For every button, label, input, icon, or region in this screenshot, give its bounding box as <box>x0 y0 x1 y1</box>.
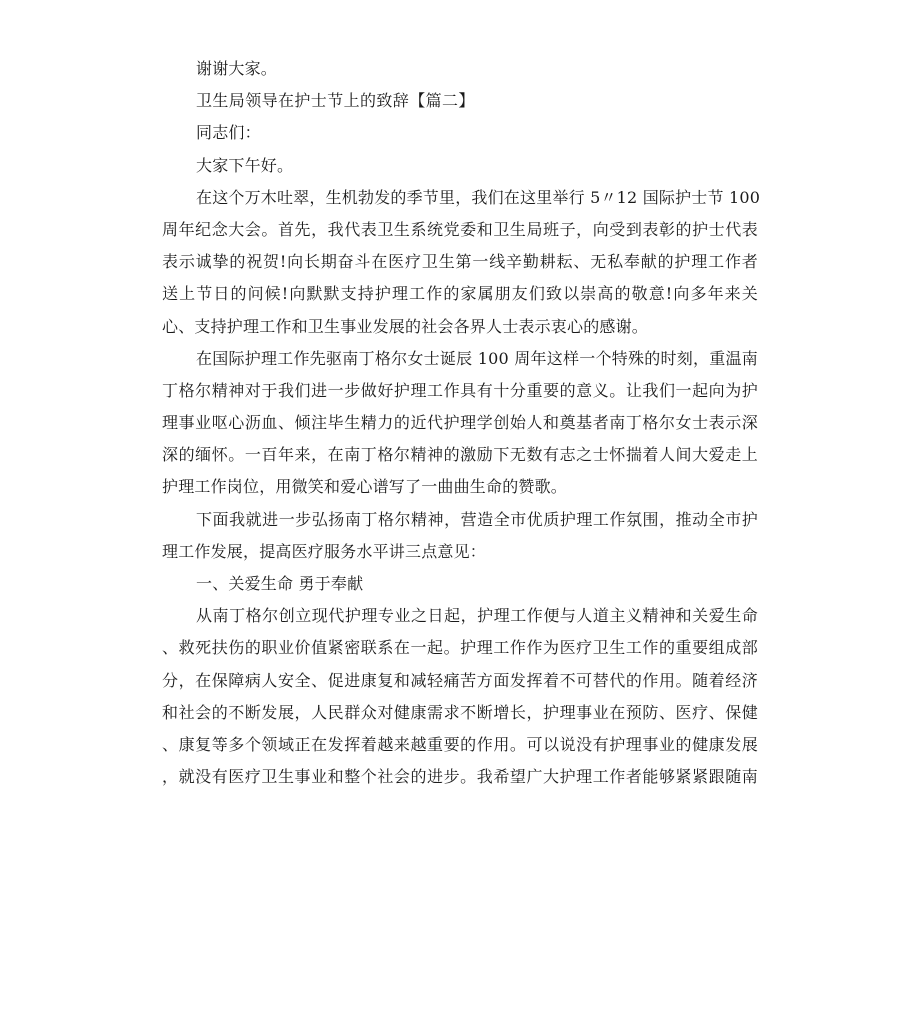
closing-line: 谢谢大家。 <box>196 59 278 78</box>
paragraph-2-line-4: 深的缅怀。一百年来，在南丁格尔精神的激励下无数有志之士怀揣着人间大爱走上 <box>162 445 758 465</box>
section-title: 卫生局领导在护士节上的致辞【篇二】 <box>196 91 475 111</box>
paragraph-4-line-6: ，就没有医疗卫生事业和整个社会的进步。我希望广大护理工作者能够紧紧跟随南 <box>162 767 758 787</box>
document-body <box>162 53 761 793</box>
paragraph-2-line-2: 丁格尔精神对于我们进一步做好护理工作具有十分重要的意义。让我们一起向为护 <box>162 380 758 400</box>
paragraph-1-line-2: 周年纪念大会。首先，我代表卫生系统党委和卫生局班子，向受到表彰的护士代表 <box>162 219 758 239</box>
paragraph-3-line-1: 下面我就进一步弘扬南丁格尔精神，营造全市优质护理工作氛围，推动全市护 <box>196 509 758 529</box>
paragraph-3-line-2: 理工作发展，提高医疗服务水平讲三点意见： <box>162 541 487 561</box>
paragraph-1-line-3: 表示诚挚的祝贺!向长期奋斗在医疗卫生第一线辛勤耕耘、无私奉献的护理工作者 <box>162 252 758 272</box>
subheading-one: 一、关爱生命 勇于奉献 <box>196 574 364 593</box>
paragraph-1-line-5: 心、支持护理工作和卫生事业发展的社会各界人士表示衷心的感谢。 <box>162 316 649 336</box>
paragraph-1-line-4: 送上节日的问候!向默默支持护理工作的家属朋友们致以崇高的敬意!向多年来关 <box>162 284 758 304</box>
paragraph-4-line-3: 分，在保障病人安全、促进康复和减轻痛苦方面发挥着不可替代的作用。随着经济 <box>162 670 758 690</box>
greeting: 大家下午好。 <box>196 155 294 175</box>
paragraph-4-line-5: 、康复等多个领域正在发挥着越来越重要的作用。可以说没有护理事业的健康发展 <box>162 734 758 754</box>
paragraph-2-line-1: 在国际护理工作先驱南丁格尔女士诞辰 100 周年这样一个特殊的时刻，重温南 <box>196 348 758 368</box>
paragraph-1-line-1: 在这个万木吐翠，生机勃发的季节里，我们在这里举行 5〃12 国际护士节 100 <box>196 187 761 207</box>
paragraph-4-line-1: 从南丁格尔创立现代护理专业之日起，护理工作便与人道主义精神和关爱生命 <box>196 606 758 626</box>
paragraph-4-line-4: 和社会的不断发展，人民群众对健康需求不断增长，护理事业在预防、医疗、保健 <box>162 702 758 722</box>
paragraph-2-line-5: 护理工作岗位，用微笑和爱心谱写了一曲曲生命的赞歌。 <box>162 477 568 497</box>
salutation: 同志们： <box>196 123 261 143</box>
paragraph-4-line-2: 、救死扶伤的职业价值紧密联系在一起。护理工作作为医疗卫生工作的重要组成部 <box>162 638 758 658</box>
paragraph-2-line-3: 理事业呕心沥血、倾注毕生精力的近代护理学创始人和奠基者南丁格尔女士表示深 <box>162 413 758 433</box>
